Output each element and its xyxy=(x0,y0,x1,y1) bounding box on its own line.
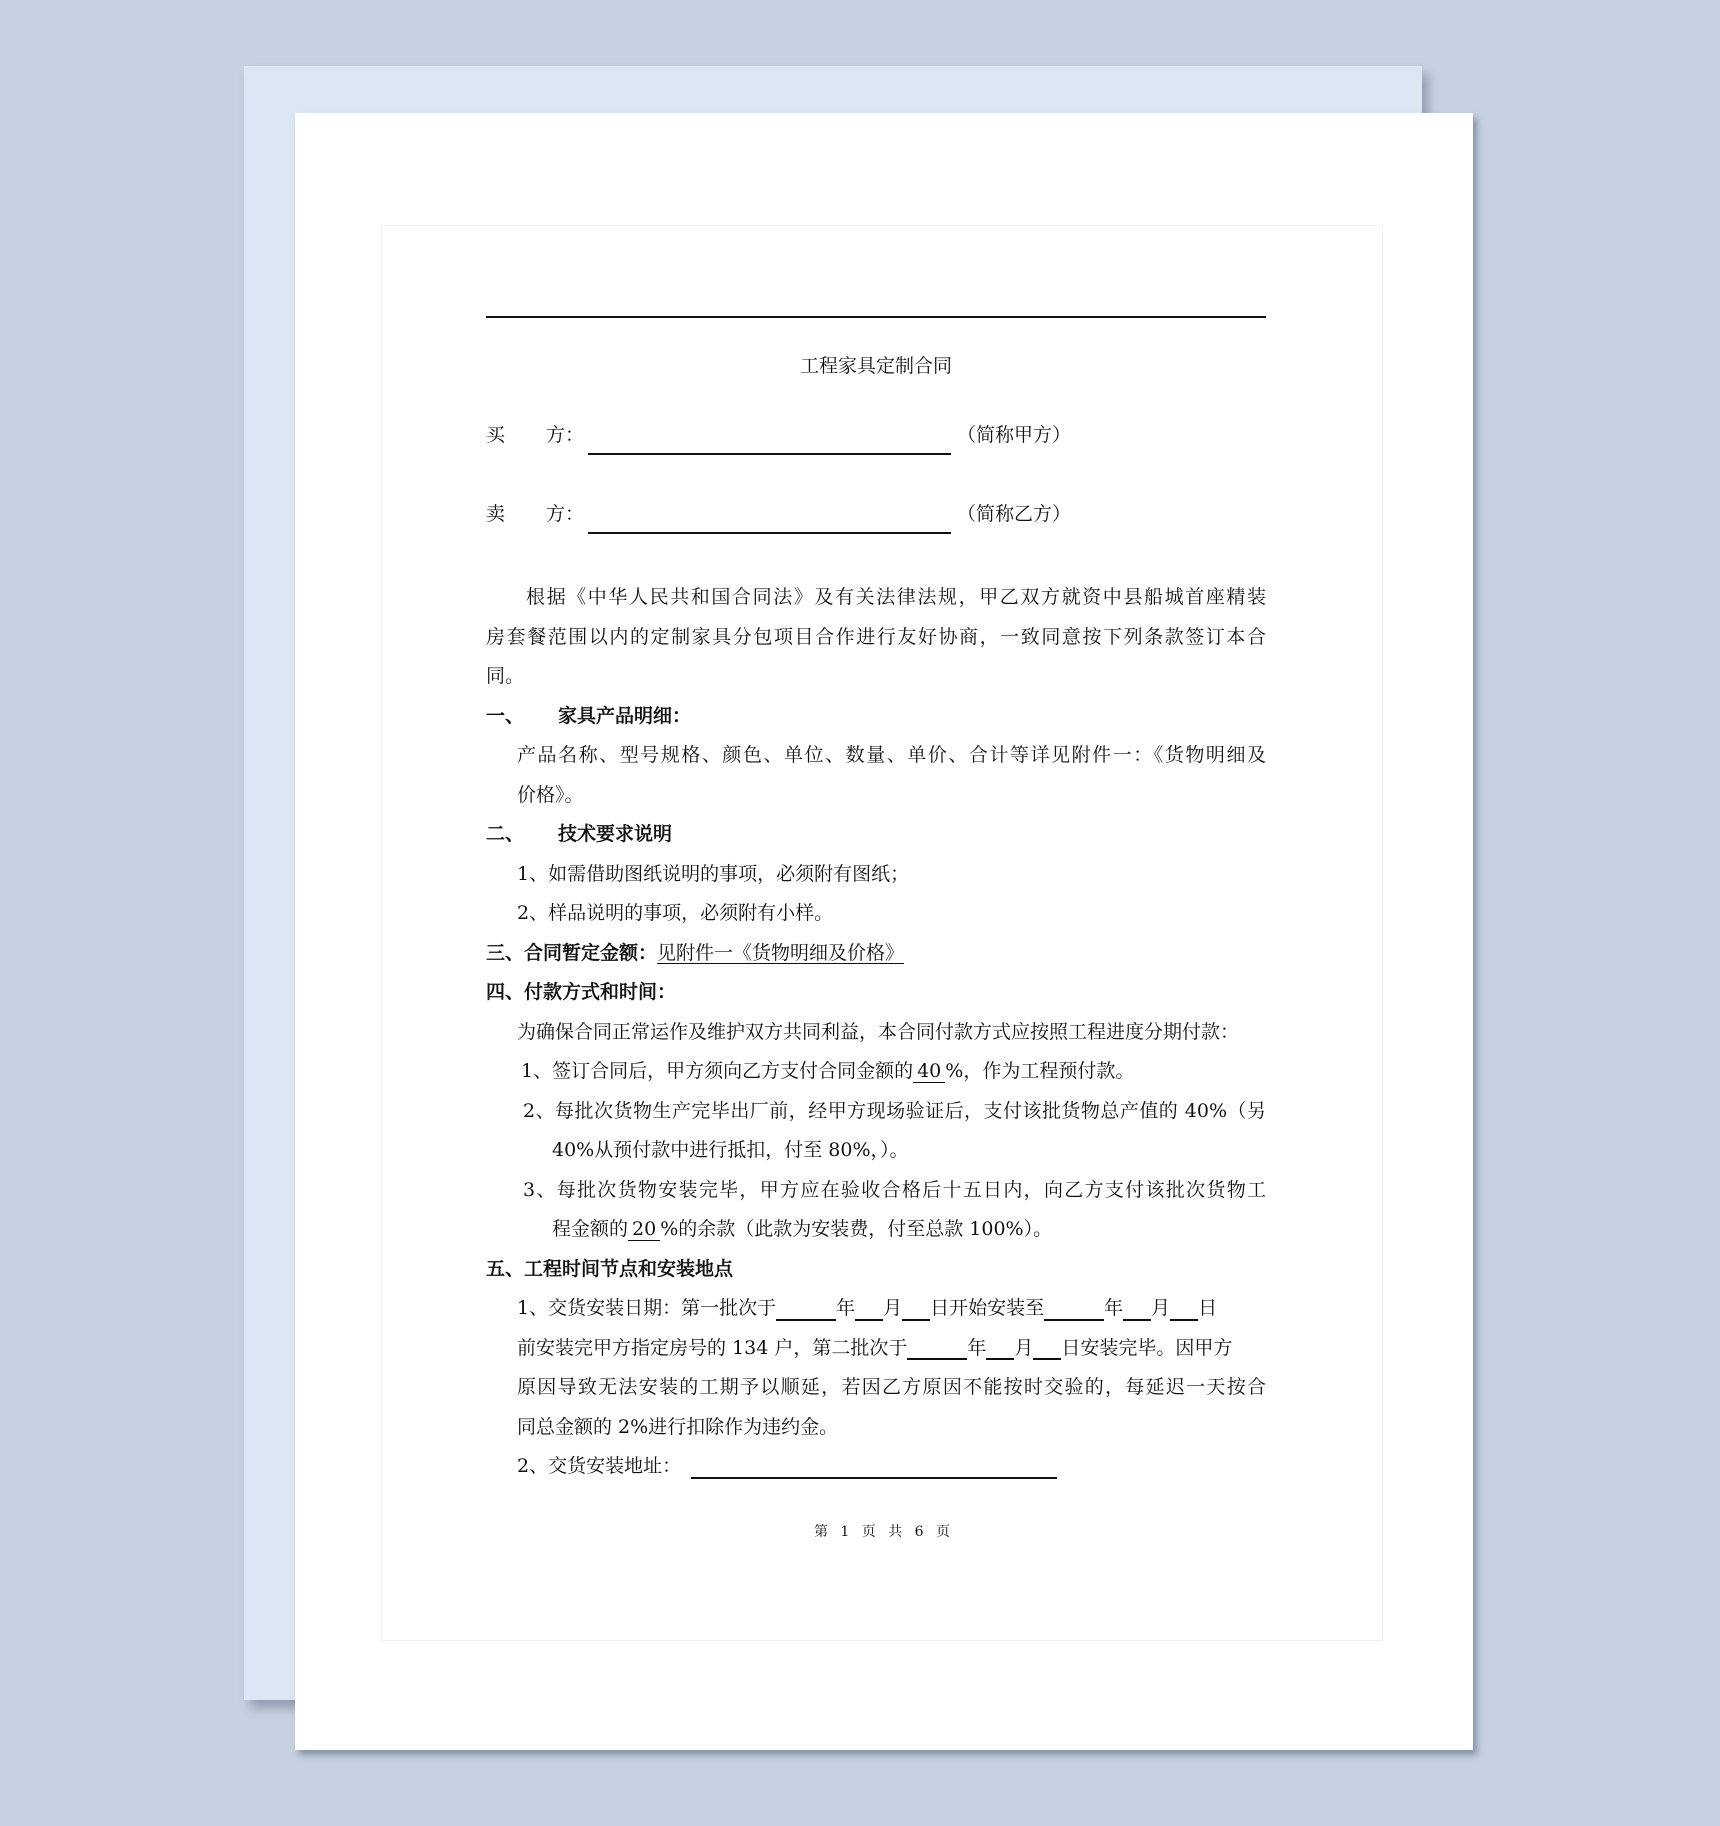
section-4-item-3-suffix: %的余款（此款为安装费，付至总款 100%）。 xyxy=(660,1218,1053,1240)
section-1-title: 家具产品明细： xyxy=(558,704,692,727)
year-label: 年 xyxy=(836,1297,856,1319)
section-5-item-1-line-2 xyxy=(486,1329,1266,1369)
seller-row xyxy=(486,502,1266,534)
section-3-row xyxy=(486,934,1266,974)
document-title: 工程家具定制合同 xyxy=(799,355,952,377)
buyer-note: （简称甲方） xyxy=(957,423,1072,446)
section-5-item-2 xyxy=(486,1447,1266,1487)
buyer-row xyxy=(486,423,1266,455)
section-4-item-1-suffix: %，作为工程预付款。 xyxy=(945,1060,1135,1082)
second-batch-day-field[interactable] xyxy=(1033,1336,1061,1360)
section-3-heading: 三、合同暂定金额： xyxy=(486,941,658,964)
day-label: 日 xyxy=(1198,1297,1218,1319)
section-2-item: 1、如需借助图纸说明的事项，必须附有图纸； xyxy=(517,862,910,885)
year-label: 年 xyxy=(1104,1297,1124,1319)
first-batch-end-month-field[interactable] xyxy=(1123,1297,1151,1321)
section-2-number: 二、 xyxy=(486,823,525,845)
seller-label: 卖 xyxy=(486,502,506,525)
section-5-item-1-line-4: 同总金额的 2%进行扣除作为违约金。 xyxy=(517,1415,839,1438)
document-page xyxy=(295,113,1473,1750)
section-5-item-1-line-3: 原因导致无法安装的工期予以顺延，若因乙方原因不能按时交验的，每延迟一天按合 xyxy=(517,1376,1266,1398)
install-until-label: 日开始安装至 xyxy=(930,1297,1045,1319)
section-1-line: 产品名称、型号规格、颜色、单位、数量、单价、合计等详见附件一：《货物明细及 xyxy=(517,744,1266,766)
section-4-item-3: 3、每批次货物安装完毕，甲方应在验收合格后十五日内，向乙方支付该批次货物工 xyxy=(523,1178,1266,1201)
header-rule xyxy=(486,316,1266,318)
seller-label-suffix: 方： xyxy=(546,502,585,525)
seller-note: （简称乙方） xyxy=(957,502,1072,525)
first-batch-start-month-field[interactable] xyxy=(855,1297,883,1321)
advance-percent-field[interactable]: 40 xyxy=(913,1060,945,1083)
section-4-item-2: 2、每批次货物生产完毕出厂前，经甲方现场验证后，支付该批货物总产值的 40%（另 xyxy=(523,1099,1266,1122)
section-1-heading xyxy=(486,697,1266,737)
first-batch-end-year-field[interactable] xyxy=(1044,1297,1104,1321)
buyer-name-field[interactable] xyxy=(588,431,951,455)
section-4-item-1 xyxy=(486,1052,1266,1092)
section-4-item-3-text: 程金额的 xyxy=(552,1218,629,1240)
first-batch-start-day-field[interactable] xyxy=(902,1297,930,1321)
delivery-date-label: 1、交货安装日期：第一批次于 xyxy=(517,1297,777,1319)
section-2-item: 2、样品说明的事项，必须附有小样。 xyxy=(517,902,834,924)
document-content xyxy=(486,316,1266,1487)
section-4-heading: 四、付款方式和时间： xyxy=(486,981,677,1003)
month-label: 月 xyxy=(883,1297,903,1319)
seller-name-field[interactable] xyxy=(588,510,951,534)
buyer-label: 买 xyxy=(486,423,506,446)
section-4-intro: 为确保合同正常运作及维护双方共同利益，本合同付款方式应按照工程进度分期付款： xyxy=(517,1020,1240,1043)
section-4-item-3-cont xyxy=(486,1210,1266,1250)
section-4-item-1-text: 1、签订合同后，甲方须向乙方支付合同金额的 xyxy=(521,1060,914,1082)
page-number: 第 1 页 共 6 页 xyxy=(813,1524,955,1540)
delivery-address-field[interactable] xyxy=(691,1455,1057,1479)
buyer-label-suffix: 方： xyxy=(546,423,585,446)
month-label: 月 xyxy=(1014,1336,1034,1359)
month-label: 月 xyxy=(1151,1297,1171,1319)
section-2-title: 技术要求说明 xyxy=(558,823,673,845)
second-batch-year-field[interactable] xyxy=(907,1336,967,1360)
first-batch-start-year-field[interactable] xyxy=(776,1297,836,1321)
year-label: 年 xyxy=(967,1336,987,1359)
section-3-value: 见附件一《货物明细及价格》 xyxy=(657,941,905,964)
preamble-line: 根据《中华人民共和国合同法》及有关法律法规，甲乙双方就资中县船城首座精装 xyxy=(526,586,1266,608)
section-1-line: 价格》。 xyxy=(517,783,584,806)
install-complete-label: 日安装完毕。因甲方 xyxy=(1061,1336,1233,1359)
second-batch-label: 前安装完甲方指定房号的 134 户，第二批次于 xyxy=(517,1336,908,1359)
section-5-heading: 五、工程时间节点和安装地点 xyxy=(486,1257,734,1280)
first-batch-end-day-field[interactable] xyxy=(1170,1297,1198,1321)
section-2-heading xyxy=(486,815,1266,855)
installation-percent-field[interactable]: 20 xyxy=(628,1218,660,1241)
section-1-number: 一、 xyxy=(486,704,525,727)
delivery-address-label: 2、交货安装地址： xyxy=(517,1455,682,1477)
preamble-line: 房套餐范围以内的定制家具分包项目合作进行友好协商，一致同意按下列条款签订本合 xyxy=(486,625,1266,648)
preamble-line: 同。 xyxy=(486,665,525,687)
section-4-item-2-cont: 40%从预付款中进行抵扣，付至 80%，）。 xyxy=(552,1139,909,1161)
second-batch-month-field[interactable] xyxy=(986,1336,1014,1360)
section-5-item-1-line-1 xyxy=(486,1289,1266,1329)
